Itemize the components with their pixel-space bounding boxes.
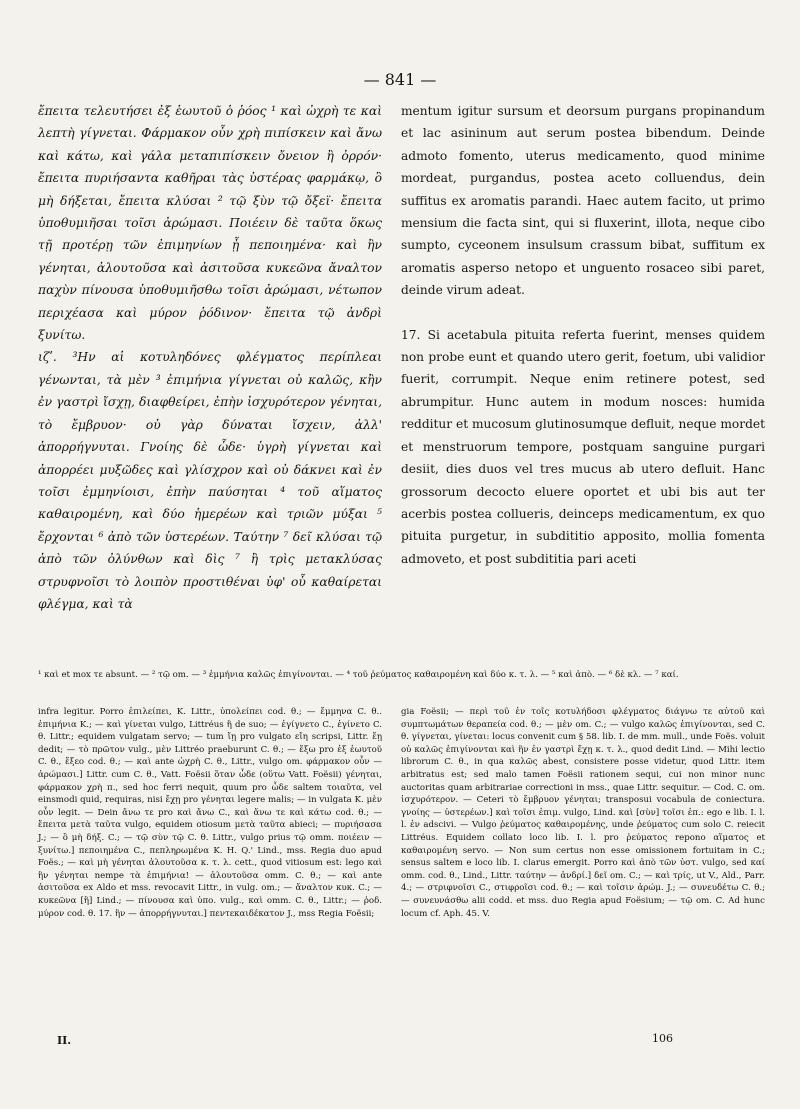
notes-right-text: gia Foësii; — περὶ τοῦ ἐν τοῖς κοτυλήδοσι φλέγματος διάγνω τε αὐτοῦ καὶ συμπτωμάτων θεραπεία cod. θ.; — μὲν om. C.; — vulgo καλῶς ἐπιγίνονται, sed C. θ. γίγνεται, γίνεται: locus convenit cum § 58. lib. I. de mm. mull., unde Foës. voluit οὐ καλῶς ἐπιγίνονται καὶ ἢν ἐν γαστρὶ ἔχῃ κ. τ. λ., quod dedit Lind. — Mihi lectio librorum C. θ., in qua καλῶς abest, consistere posse videtur, quod Littr. item arbitratus est; sed malo tamen Foësii rationem sequi, cui non minor nunc auctoritas quam arbitrariae correctioni in mss., quae Littr. sequitur. — Cod. C. om. ἰσχυρότερον. — Ceteri τὸ ἔμβρυον γένηται; transposui vocabula de coniectura. γνοίης — ὑστερέων.] καὶ τοῖσι ἐπιμ. vulgo, Lind. καὶ [σὺν] τοῖσι ἐπ.: ego e lib. I. l. l. ἐν adscivi. — Vulgo ῥεύματος καθαιρομένης, unde ῥεύματος cum solo C. reiecit Littréus. Equidem collato loco lib. I. l. pro ῥεύματος repono αἵματος et καθαιρομένη servo. — Non sum certus non esse omissionem fortuitam in C.; sensus saltem e loco lib. I. clarus emergit. Porro καὶ ἀπὸ τῶν ὑστ. vulgo, sed καί omm. cod. θ., Lind., Littr. ταύτην — ἀνδρί.] δεῖ om. C.; — καὶ τρίς, ut V., Ald., Parr. 4.; — στριφνοῖσι C., στιφροῖσι cod. θ.; — καὶ τοῖσιν ἀρώμ. J.; — συνευδέτω C. θ.; — συνευνάσθω alii codd. et mss. duo Regia apud Foësium; — τῷ om. C. Ad hunc locum cf. Aph. 45. V. [401, 707, 765, 919]
footnote-markers: ¹ καὶ et mox τε absunt. — ² τῷ om. — ³ ἐμμήνια καλῶς ἐπιγίνονται. — ⁴ τοῦ ῥεύματος καθαιρομένη καὶ δύο κ. τ. λ. — ⁵ καὶ ἀπὸ. — ⁶ δὲ κλ. — ⁷ καί. [38, 670, 679, 680]
critical-notes-left [38, 706, 382, 920]
column-gutter [392, 96, 393, 656]
signature-mark: II. [57, 1034, 72, 1047]
folio-number: 106 [652, 1032, 673, 1045]
latin-paragraph-2: 17. Si acetabula pituita referta fuerint, menses quidem non probe eunt et quando utero gerit, foetum, ubi validior fuerit, corrumpit. Neque enim retinere potest, sed abrumpitur. Hunc autem in modum nosces: humida redditur et mucosum glutinosumque defluit, neque mordet et menstruorum tempore, postquam sanguine purgari desiit, dies duos vel tres mucus ab utero defluit. Hanc grossorum decocto eluere oportet et ubi bis aut ter acerbis postea collueris, deinceps medicamentum, ex quo pituita purgetur, in subdititio apposito, mollia fomenta admoveto, et post subdititia pari aceti [401, 327, 765, 566]
latin-paragraph-1: mentum igitur sursum et deorsum purgans propinandum et lac asininum aut serum postea bibendum. Deinde admoto fomento, uterus medicamento, quod minime mordeat, purgandus, postea aceto colluendus, dein suffitus ex aromatis parandi. Haec autem facito, ut primo mensium die facta sint, qui si fluxerint, illota, neque cibo sumpto, cyceonem insulsum crassum bibat, suffitum ex aromatis asperso netopo et unguento rosaceo sibi paret, deinde virum adeat. [401, 104, 765, 298]
notes-left-text: infra legitur. Porro ἐπιλείπει, K. Littr., ὑπολείπει cod. θ.; — ἔμμηνα C. θ.. ἐπιμήνια K.; — καὶ γίνεται vulgo, Littréus ἢ de suo; — ἐγίγνετο C., ἐγίνετο C. θ. Littr.; equidem vulgatam servo; — tum ἴῃ pro vulgato εἴη scripsi, Littr. ἔῃ dedit; — τὸ πρῶτον vulg., μὲν Littréo praeburunt C. θ.; — ἔξω pro ἐξ ἑωυτοῦ C. θ., ἔξεο cod. θ.; — καὶ ante ὠχρὴ C. θ., Littr., vulgo om. φάρμακον οὖν — ἀρώμασι.] Littr. cum C. θ., Vatt. Foësii ὅταν ὧδε (οὕτω Vatt. Foësii) γένηται, φάρμακον χρὴ π., sed hoc ferri nequit, quum pro ὧδε saltem τοιαῦτα, vel einsmodi quid, requiras, nisi ἔχῃ pro γένηται legere malis; — in vulgata K. μὲν οὖν legit. — Dein ἄνω τε pro καὶ ἄνω C., καὶ ἄνω τε καὶ κάτω cod. θ.; — ἔπειτα μετὰ ταῦτα vulgo, equidem otiosum μετὰ ταῦτα abieci; — πυριήσασα J.; — ὃ μὴ δήξ. C.; — τῷ σὺν τῷ C. θ. Littr., vulgo prius τῷ omm. ποιέειν — ξυνίτω.] πεποιημένα C., πεπληρωμένα K. H. Q.' Lind., mss. Regia duo apud Foës.; — καὶ μὴ γένηται ἀλουτοῦσα κ. τ. λ. cett., quod vitiosum est: lego καὶ ἢν γένηται nempe τὰ ἐπιμήνια! — ἀλουτοῦσα omm. C. θ.; — καὶ ante ἀσιτοῦσα ex Aldo et mss. revocavit Littr., in vulg. om.; — ἄναλτον κυκ. C.; — κυκεῶνα [ἢ] Lind.; — πίνουσα καὶ ὑπο. vulg., καὶ omm. C. θ., Littr.; — ῥοδ. μύρον cod. θ. 17. ἢν — ἀπορρήγνυται.] πεντεκαιδέκατον J., mss Regia Foësii; [38, 707, 382, 919]
latin-text-column [401, 100, 765, 570]
page-number: — 841 — [363, 70, 437, 89]
greek-paragraph-1: ἔπειτα τελευτήσει ἐξ ἑωυτοῦ ὁ ῥόος ¹ καὶ ὠχρὴ τε καὶ λεπτὴ γίγνεται. Φάρμακον οὖν χρὴ πιπίσκειν καὶ ἄνω καὶ κάτω, καὶ γάλα μεταπιπίσκειν ὄνειον ἢ ὀρρόν· ἔπειτα πυριήσαντα καθῆραι τὰς ὑστέρας φαρμάκῳ, ὃ μὴ δήξεται, ἔπειτα κλύσαι ² τῷ ξὺν τῷ ὄξεϊ· ἔπειτα ὑποθυμιῆσαι τοῖσι ἀρώμασι. Ποιέειν δὲ ταῦτα ὅκως τῇ προτέρῃ τῶν ἐπιμηνίων ᾖ πεποιημένα· καὶ ἢν γένηται, ἀλουτοῦσα καὶ ἀσιτοῦσα κυκεῶνα ἄναλτον παχὺν πίνουσα ὑποθυμιῆσθω τοῖσι ἀρώμασι, νέτωπον περιχέασα καὶ μύρον ῥόδινον· ἔπειτα τῷ ἀνδρὶ ξυνίτω. [38, 104, 382, 343]
greek-text-column [38, 100, 382, 615]
greek-paragraph-2: ιζʹ. ³Ην αἱ κοτυληδόνες φλέγματος περίπλεαι γένωνται, τὰ μὲν ³ ἐπιμήνια γίγνεται οὐ καλῶς, κἢν ἐν γαστρὶ ἴσχῃ, διαφθείρει, ἐπὴν ἰσχυρότερον γένηται, τὸ ἔμβρυον· οὐ γὰρ δύναται ἴσχειν, ἀλλ' ἀπορρήγνυται. Γνοίης δὲ ὧδε· ὑγρὴ γίγνεται καὶ ἀπορρέει μυξῶδες καὶ γλίσχρον καὶ οὐ δάκνει καὶ ἐν τοῖσι ἐμμηνίοισι, ἐπὴν παύσηται ⁴ τοῦ αἵματος καθαιρομένη, καὶ δύο ἡμερέων καὶ τριῶν μύξαι ⁵ ἔρχονται ⁶ ἀπὸ τῶν ὑστερέων. Ταύτην ⁷ δεῖ κλύσαι τῷ ἀπὸ τῶν ὀλύνθων καὶ δὶς ⁷ ἢ τρὶς μετακλύσας στρυφνοῖσι τὸ λοιπὸν προστιθέναι ὑφ' οὗ καθαίρεται φλέγμα, καὶ τὰ [38, 350, 382, 611]
critical-notes-right [401, 706, 765, 920]
